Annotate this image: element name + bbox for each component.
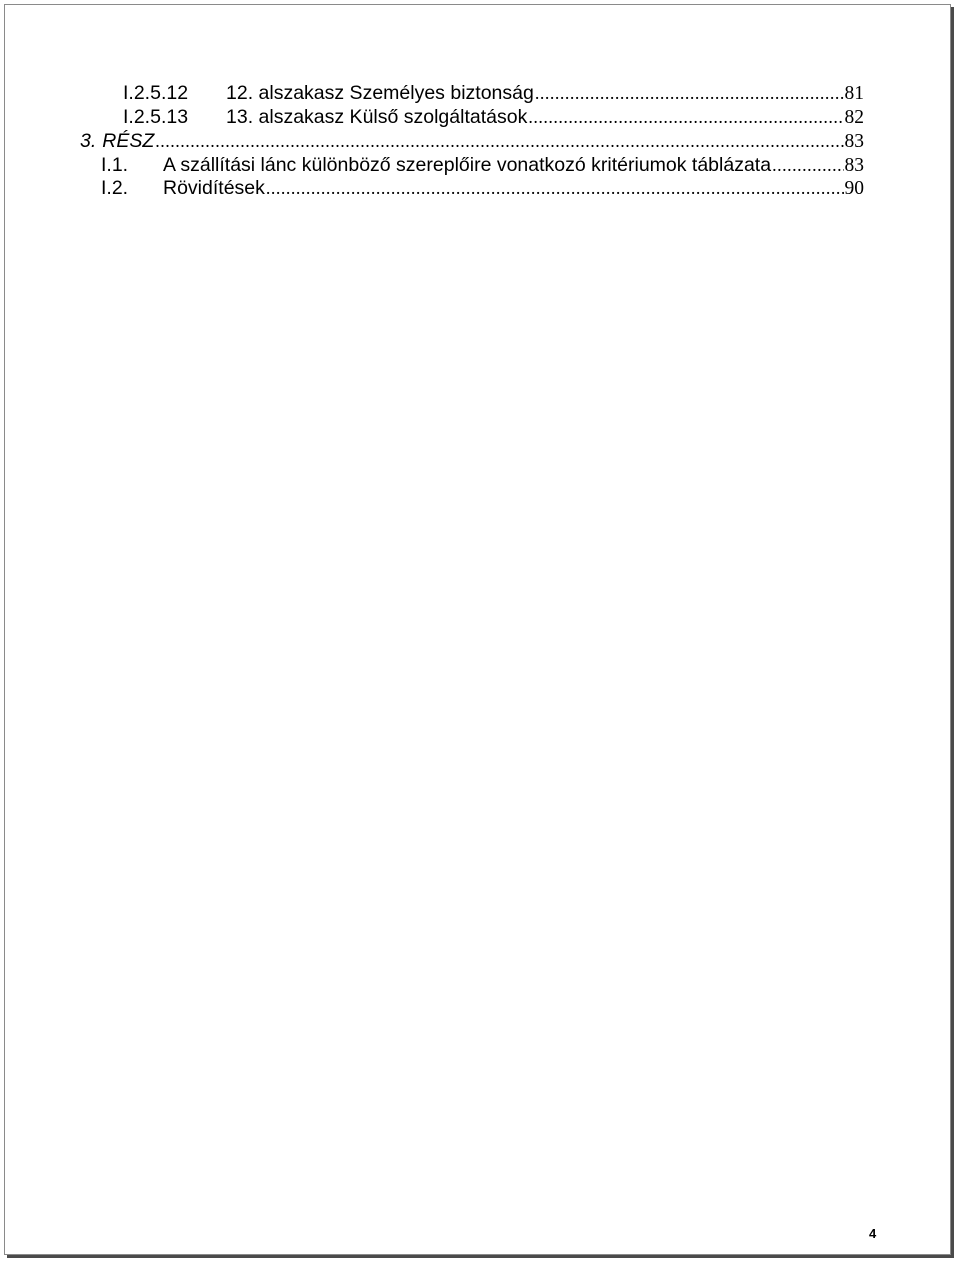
- toc-entry-title: Rövidítések: [163, 177, 265, 199]
- toc-entry-title: 12. alszakasz Személyes biztonság: [226, 82, 534, 104]
- toc-dot-leader: [154, 130, 843, 152]
- toc-entry-title: 13. alszakasz Külső szolgáltatások: [226, 106, 528, 128]
- toc-entry-page: 90: [844, 178, 864, 199]
- toc-dot-leader: [265, 177, 844, 199]
- toc-entry-page: 83: [844, 155, 864, 176]
- toc-dot-leader: [771, 154, 843, 176]
- toc-entry-page: 81: [844, 83, 864, 104]
- toc-entry-i-2-5-13[interactable]: [123, 106, 864, 129]
- toc-entry-i-2[interactable]: [101, 177, 864, 200]
- toc-entry-part-3[interactable]: [80, 130, 864, 153]
- toc-entry-number: I.1.: [101, 154, 129, 176]
- toc-entry-page: 82: [844, 107, 864, 128]
- toc-entry-i-2-5-12[interactable]: [123, 82, 864, 105]
- toc-entry-title: A szállítási lánc különböző szereplőire vonatkozó kritériumok táblázata: [163, 154, 772, 176]
- toc-dot-leader: [527, 106, 843, 128]
- page-number: 4: [869, 1226, 877, 1241]
- toc-entry-page: 83: [844, 131, 864, 152]
- toc-entry-number: I.2.: [101, 177, 129, 199]
- toc-entry-number: 3.: [80, 130, 97, 152]
- toc-dot-leader: [534, 82, 844, 104]
- toc-entry-title: RÉSZ: [102, 130, 155, 152]
- toc-entry-number: I.2.5.12: [123, 82, 189, 104]
- toc-entry-number: I.2.5.13: [123, 106, 189, 128]
- toc-entry-i-1[interactable]: [101, 154, 864, 177]
